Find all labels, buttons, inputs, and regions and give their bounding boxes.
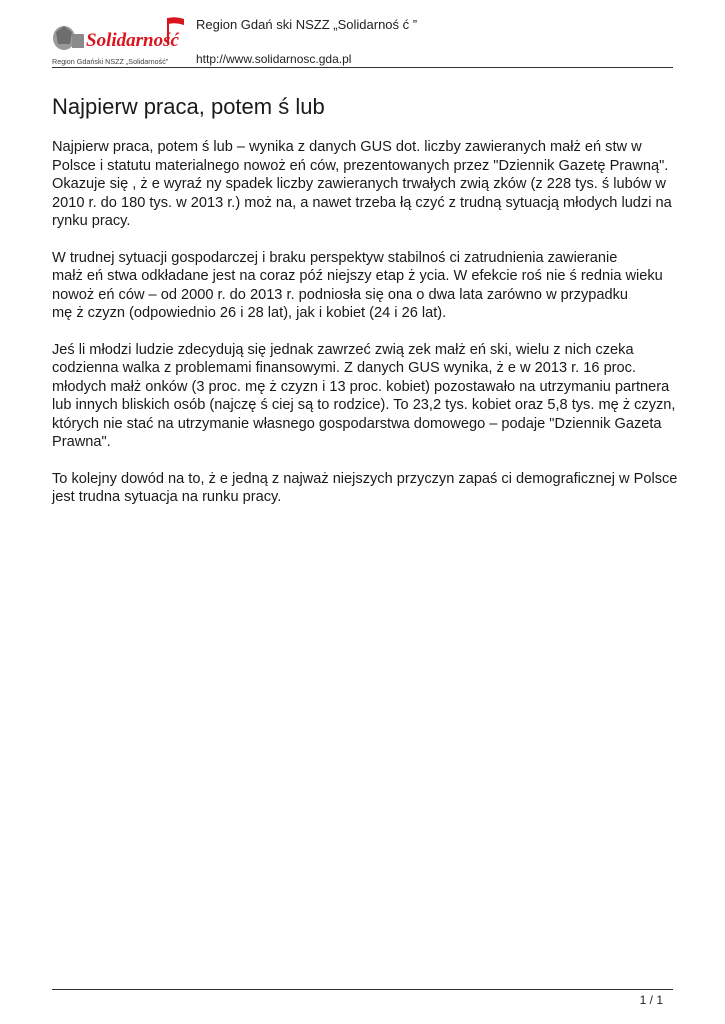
article-body	[52, 138, 704, 525]
page-number: 1 / 1	[639, 993, 663, 1007]
eagle-emblem-icon	[53, 26, 84, 50]
paragraph-2: W trudnej sytuacji gospodarczej i braku perspektyw stabilnoś ci zatrudnienia zawieranie małż eń stwa odkładane jest na coraz póź niejszy etap ż ycia. W efekcie roś nie ś rednia wieku nowoż eń ców – od 2000 r. do 2013 r. podniosła się ona o dwa lata zarówno w przypadku mę ż czyzn (odpowiednio 26 i 28 lat), jak i kobiet (24 i 26 lat).	[52, 249, 663, 321]
paragraph-4: To kolejny dowód na to, ż e jedną z najważ niejszych przyczyn zapaś ci demograficznej w Polsce jest trudna sytuacja na runku pracy.	[52, 470, 678, 505]
solidarnosc-logo	[50, 14, 188, 68]
logo-caption: Region Gdański NSZZ „Solidarność”	[52, 57, 169, 66]
page-header	[0, 0, 725, 72]
paragraph-1: Najpierw praca, potem ś lub – wynika z danych GUS dot. liczby zawieranych małż eń stw w Polsce i statutu materialnego nowoż eń ców, prezentowanych przez "Dziennik Gazetę Prawną". Okazuje się , ż e wyraź ny spadek liczby zawieranych trwałych zwią zków (z 228 tys. ś lubów w 2010 r. do 180 tys. w 2013 r.) moż na, a nawet trzeba łą czyć z trudną sytuacją młodych ludzi na rynku pracy.	[52, 139, 672, 229]
paragraph-3: Jeś li młodzi ludzie zdecydują się jednak zawrzeć zwią zek małż eń ski, wielu z nich czeka codzienna walka z problemami finansowymi. Z danych GUS wynika, ż e w 2013 r. 16 proc. młodych małż onków (3 proc. mę ż czyzn i 13 proc. kobiet) pozostawało na utrzymaniu partnera lub innych bliskich osób (najczę ś ciej są to rodzice). To 23,2 tys. kobiet oraz 5,8 tys. mę ż czyzn, których nie stać na utrzymanie własnego gospodarstwa domowego – podaje "Dziennik Gazeta Prawna".	[52, 341, 676, 450]
logo-wordmark: Solidarność	[86, 30, 179, 51]
header-url: http://www.solidarnosc.gda.pl	[196, 52, 352, 66]
header-title: Region Gdań ski NSZZ „Solidarnoś ć ”	[196, 17, 418, 32]
article-title: Najpierw praca, potem ś lub	[52, 94, 325, 119]
header-divider	[52, 67, 673, 68]
footer-divider	[52, 989, 673, 990]
